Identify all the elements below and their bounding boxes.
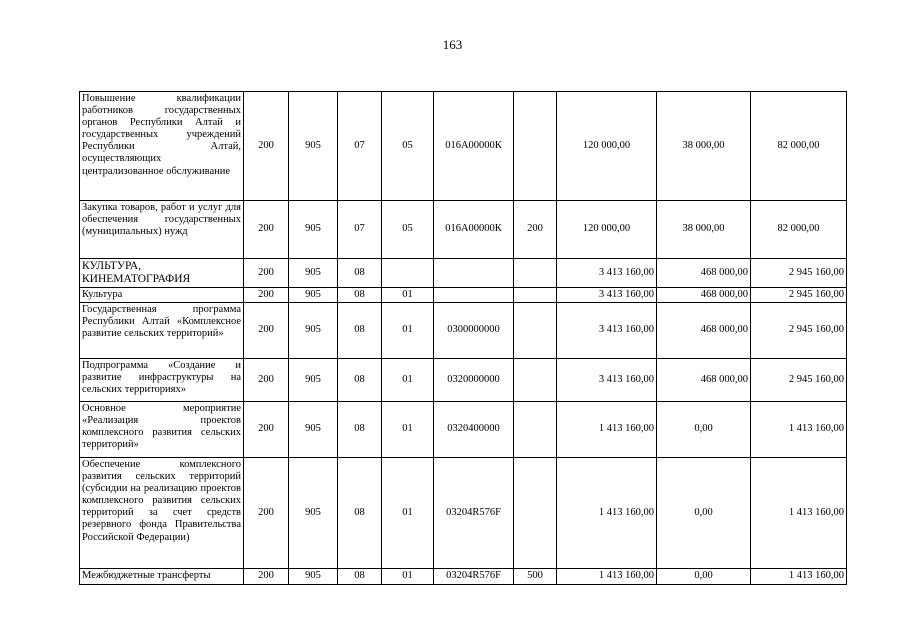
amount-total: 120 000,00 bbox=[557, 92, 657, 201]
subsection-code: 01 bbox=[382, 569, 434, 585]
department-code: 905 bbox=[289, 288, 338, 303]
row-name: Межбюджетные трансферты bbox=[80, 569, 244, 585]
row-name: Обеспечение комплексного развития сельских территорий (субсидии на реализацию проектов комплексного развития сельских территорий за счет средств резервного фонда Правительства Российской Федерации) bbox=[80, 458, 244, 569]
expense-type-code bbox=[514, 359, 557, 402]
row-name: Культура bbox=[80, 288, 244, 303]
amount-total: 1 413 160,00 bbox=[557, 402, 657, 458]
amount-3: 1 413 160,00 bbox=[751, 458, 847, 569]
amount-3: 1 413 160,00 bbox=[751, 569, 847, 585]
expense-type-code bbox=[514, 303, 557, 359]
amount-3: 82 000,00 bbox=[751, 201, 847, 259]
section-code: 08 bbox=[338, 458, 382, 569]
table-row bbox=[80, 303, 847, 359]
admin-code: 200 bbox=[244, 259, 289, 288]
table-row bbox=[80, 359, 847, 402]
row-name: Повышение квалификации работников государственных органов Республики Алтай и государственных учреждений Республики Алтай, осуществляющих централизованное обслуживание bbox=[80, 92, 244, 201]
budget-table bbox=[79, 91, 847, 585]
table-row bbox=[80, 288, 847, 303]
department-code: 905 bbox=[289, 359, 338, 402]
expense-type-code bbox=[514, 458, 557, 569]
admin-code: 200 bbox=[244, 92, 289, 201]
target-article-code: 0320000000 bbox=[434, 359, 514, 402]
amount-total: 3 413 160,00 bbox=[557, 259, 657, 288]
target-article-code: 0300000000 bbox=[434, 303, 514, 359]
admin-code: 200 bbox=[244, 303, 289, 359]
row-name: Основное мероприятие «Реализация проектов комплексного развития сельских территорий» bbox=[80, 402, 244, 458]
department-code: 905 bbox=[289, 402, 338, 458]
amount-3: 2 945 160,00 bbox=[751, 288, 847, 303]
target-article-code: 03204R576F bbox=[434, 569, 514, 585]
amount-total: 120 000,00 bbox=[557, 201, 657, 259]
target-article-code: 016А00000К bbox=[434, 201, 514, 259]
amount-2: 0,00 bbox=[657, 402, 751, 458]
department-code: 905 bbox=[289, 458, 338, 569]
department-code: 905 bbox=[289, 569, 338, 585]
expense-type-code bbox=[514, 288, 557, 303]
row-name: КУЛЬТУРА, КИНЕМАТОГРАФИЯ bbox=[80, 259, 244, 288]
amount-3: 2 945 160,00 bbox=[751, 259, 847, 288]
section-code: 08 bbox=[338, 402, 382, 458]
target-article-code: 0320400000 bbox=[434, 402, 514, 458]
target-article-code bbox=[434, 288, 514, 303]
department-code: 905 bbox=[289, 259, 338, 288]
amount-total: 1 413 160,00 bbox=[557, 569, 657, 585]
department-code: 905 bbox=[289, 303, 338, 359]
amount-total: 3 413 160,00 bbox=[557, 359, 657, 402]
subsection-code: 01 bbox=[382, 402, 434, 458]
amount-3: 82 000,00 bbox=[751, 92, 847, 201]
admin-code: 200 bbox=[244, 458, 289, 569]
section-code: 08 bbox=[338, 259, 382, 288]
amount-total: 3 413 160,00 bbox=[557, 288, 657, 303]
table-row bbox=[80, 458, 847, 569]
section-code: 07 bbox=[338, 201, 382, 259]
subsection-code: 05 bbox=[382, 92, 434, 201]
expense-type-code: 200 bbox=[514, 201, 557, 259]
expense-type-code bbox=[514, 402, 557, 458]
department-code: 905 bbox=[289, 201, 338, 259]
table-row bbox=[80, 569, 847, 585]
amount-2: 468 000,00 bbox=[657, 288, 751, 303]
amount-3: 1 413 160,00 bbox=[751, 402, 847, 458]
section-code: 08 bbox=[338, 359, 382, 402]
amount-2: 38 000,00 bbox=[657, 92, 751, 201]
subsection-code: 01 bbox=[382, 458, 434, 569]
amount-2: 468 000,00 bbox=[657, 259, 751, 288]
subsection-code: 01 bbox=[382, 303, 434, 359]
admin-code: 200 bbox=[244, 402, 289, 458]
section-code: 08 bbox=[338, 303, 382, 359]
amount-3: 2 945 160,00 bbox=[751, 303, 847, 359]
subsection-code: 01 bbox=[382, 359, 434, 402]
amount-3: 2 945 160,00 bbox=[751, 359, 847, 402]
table-row bbox=[80, 201, 847, 259]
expense-type-code bbox=[514, 92, 557, 201]
subsection-code: 05 bbox=[382, 201, 434, 259]
subsection-code bbox=[382, 259, 434, 288]
section-code: 08 bbox=[338, 288, 382, 303]
row-name: Подпрограмма «Создание и развитие инфраструктуры на сельских территориях» bbox=[80, 359, 244, 402]
expense-type-code bbox=[514, 259, 557, 288]
table-row bbox=[80, 259, 847, 288]
subsection-code: 01 bbox=[382, 288, 434, 303]
amount-2: 0,00 bbox=[657, 458, 751, 569]
amount-2: 0,00 bbox=[657, 569, 751, 585]
section-code: 08 bbox=[338, 569, 382, 585]
row-name: Закупка товаров, работ и услуг для обеспечения государственных (муниципальных) нужд bbox=[80, 201, 244, 259]
amount-2: 468 000,00 bbox=[657, 359, 751, 402]
admin-code: 200 bbox=[244, 359, 289, 402]
amount-total: 3 413 160,00 bbox=[557, 303, 657, 359]
target-article-code: 016А00000К bbox=[434, 92, 514, 201]
table-row bbox=[80, 402, 847, 458]
admin-code: 200 bbox=[244, 569, 289, 585]
amount-2: 38 000,00 bbox=[657, 201, 751, 259]
target-article-code: 03204R576F bbox=[434, 458, 514, 569]
admin-code: 200 bbox=[244, 201, 289, 259]
department-code: 905 bbox=[289, 92, 338, 201]
table-row bbox=[80, 92, 847, 201]
admin-code: 200 bbox=[244, 288, 289, 303]
row-name: Государственная программа Республики Алтай «Комплексное развитие сельских территорий» bbox=[80, 303, 244, 359]
section-code: 07 bbox=[338, 92, 382, 201]
target-article-code bbox=[434, 259, 514, 288]
amount-total: 1 413 160,00 bbox=[557, 458, 657, 569]
amount-2: 468 000,00 bbox=[657, 303, 751, 359]
expense-type-code: 500 bbox=[514, 569, 557, 585]
page-number: 163 bbox=[442, 37, 463, 52]
